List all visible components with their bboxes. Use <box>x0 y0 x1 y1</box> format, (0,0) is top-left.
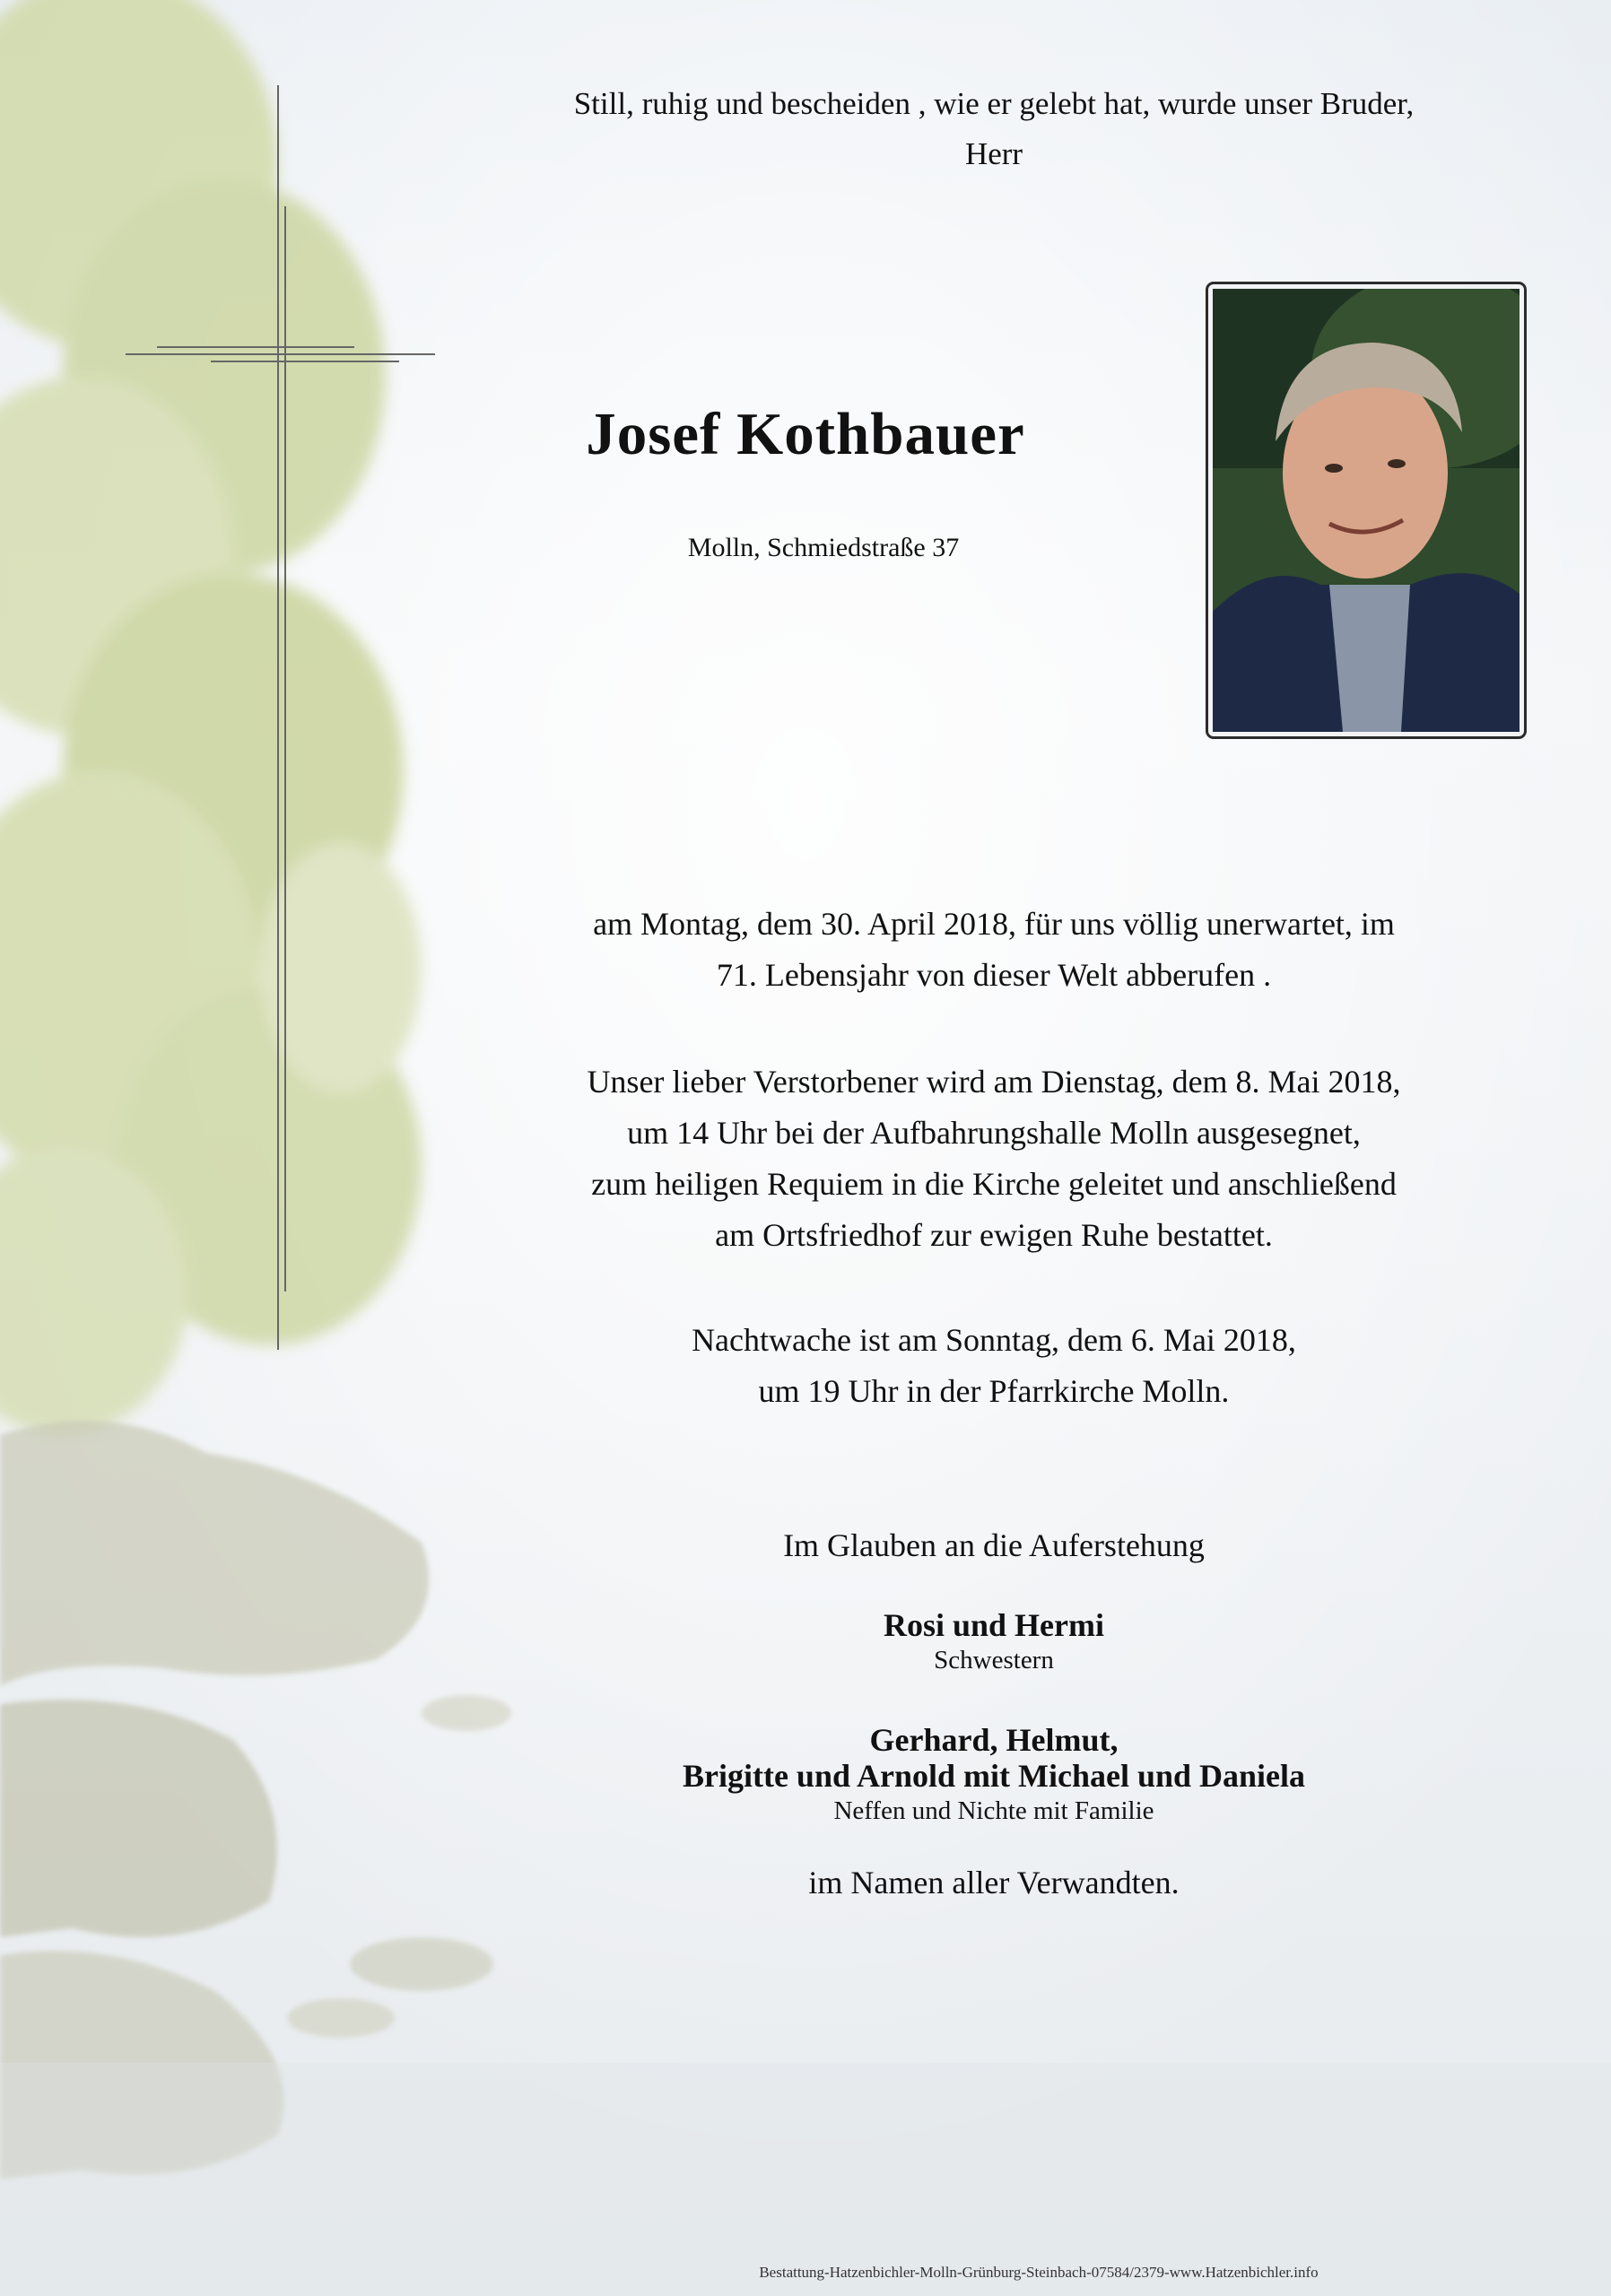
mourner-names: Rosi und Hermi <box>883 1607 1105 1643</box>
mourner-group <box>448 1607 1539 1677</box>
intro-line: Herr <box>964 136 1023 171</box>
mourner-names: Gerhard, Helmut, <box>869 1722 1119 1758</box>
footer-credit: Bestattung-Hatzenbichler-Molln-Grünburg-Steinbach-07584/2379-www.Hatzenbichler.info <box>759 2264 1319 2281</box>
closing-line: im Namen aller Verwandten. <box>808 1865 1180 1900</box>
intro-text <box>448 79 1539 179</box>
mourner-names: Brigitte und Arnold mit Michael und Daniela <box>682 1758 1306 1794</box>
vigil-line: Nachtwache ist am Sonntag, dem 6. Mai 2018, <box>692 1322 1296 1358</box>
portrait-photo <box>1206 282 1527 739</box>
funeral-line: am Ortsfriedhof zur ewigen Ruhe bestattet. <box>715 1217 1273 1253</box>
mourner-relation: Schwestern <box>934 1646 1054 1674</box>
faith-line: Im Glauben an die Auferstehung <box>783 1527 1205 1563</box>
mourner-group <box>448 1722 1539 1828</box>
deceased-name: Josef Kothbauer <box>586 401 1025 467</box>
funeral-line: um 14 Uhr bei der Aufbahrungshalle Molln ausgesegnet, <box>627 1115 1361 1151</box>
vigil-line: um 19 Uhr in der Pfarrkirche Molln. <box>758 1373 1230 1409</box>
funeral-line: Unser lieber Verstorbener wird am Dienstag, dem 8. Mai 2018, <box>587 1064 1401 1100</box>
mourner-relation: Neffen und Nichte mit Familie <box>833 1796 1154 1825</box>
vigil-details <box>448 1315 1539 1417</box>
death-notice <box>448 899 1539 1001</box>
funeral-details <box>448 1057 1539 1261</box>
deceased-address: Molln, Schmiedstraße 37 <box>687 533 960 562</box>
funeral-line: zum heiligen Requiem in die Kirche geleitet und anschließend <box>591 1166 1397 1202</box>
death-notice-line: am Montag, dem 30. April 2018, für uns völlig unerwartet, im <box>593 906 1395 942</box>
intro-line: Still, ruhig und bescheiden , wie er gelebt hat, wurde unser Bruder, <box>573 86 1415 121</box>
death-notice-line: 71. Lebensjahr von dieser Welt abberufen . <box>716 957 1272 993</box>
